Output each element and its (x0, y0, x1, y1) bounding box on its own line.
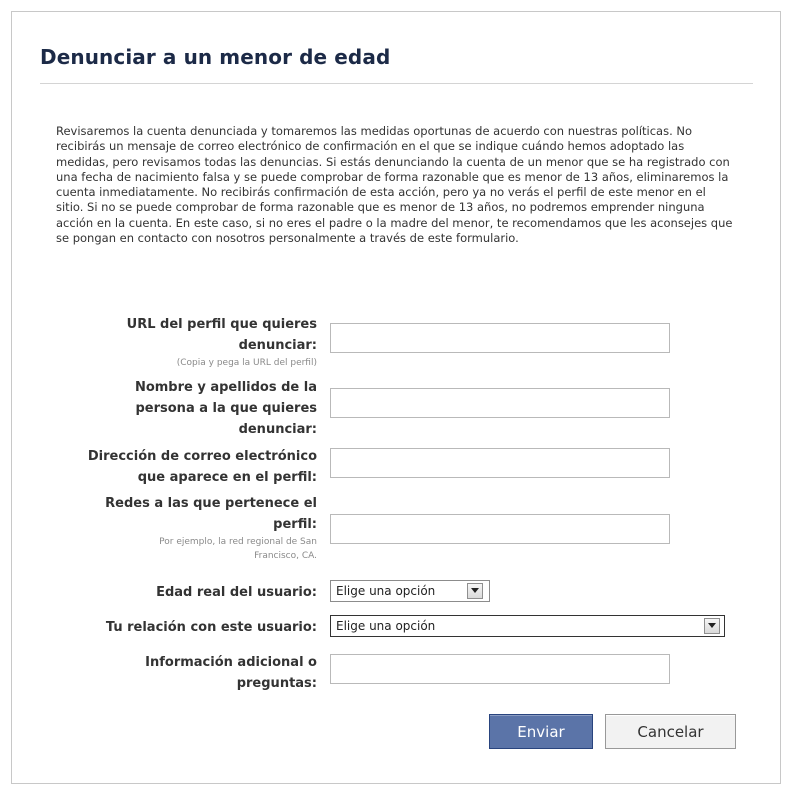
chevron-down-icon[interactable] (704, 618, 720, 634)
profile-url-label-line1: URL del perfil que quieres (126, 317, 317, 332)
full-name-input[interactable] (330, 388, 670, 418)
chevron-down-icon[interactable] (467, 583, 483, 599)
real-age-selected-value: Elige una opción (336, 584, 436, 598)
networks-input[interactable] (330, 514, 670, 544)
networks-hint-line1: Por ejemplo, la red regional de San (159, 537, 317, 547)
profile-url-input[interactable] (330, 323, 670, 353)
email-label-line2: que aparece en el perfil: (137, 470, 317, 485)
full-name-label-group (57, 377, 317, 440)
additional-info-label-group (57, 652, 317, 694)
profile-url-hint: (Copia y pega la URL del perfil) (176, 358, 317, 368)
profile-url-label-line2: denunciar: (238, 338, 317, 353)
submit-button[interactable]: Enviar (489, 714, 593, 749)
intro-text: Revisaremos la cuenta denunciada y tomaremos las medidas oportunas de acuerdo con nuestras políticas. No recibirás un mensaje de correo electrónico de confirmación en el que se indique cuándo hemos adoptado las medidas, pero revisamos todas las denuncias. Si estás denunciando la cuenta de un menor que se ha registrado con una fecha de nacimiento falsa y se puede comprobar de forma razonable que es menor de 13 años, eliminaremos la cuenta inmediatamente. No recibirás confirmación de esta acción, pero ya no verás el perfil de este menor en el sitio. Si no se puede comprobar de forma razonable que es menor de 13 años, no podremos emprender ninguna acción en la cuenta. En este caso, si no eres el padre o la madre del menor, te recomendamos que les aconsejes que se pongan en contacto con nosotros personalmente a través de este formulario. (56, 124, 733, 246)
networks-label-line1: Redes a las que pertenece el (105, 496, 317, 511)
additional-info-label-line1: Información adicional o (145, 655, 317, 670)
networks-label-line2: perfil: (273, 517, 317, 532)
email-label-group (57, 446, 317, 488)
networks-hint-line2: Francisco, CA. (254, 551, 317, 561)
relationship-selected-value: Elige una opción (336, 619, 436, 633)
title-divider (40, 83, 753, 84)
relationship-select[interactable] (330, 615, 725, 637)
full-name-label-line1: Nombre y apellidos de la (134, 380, 317, 395)
email-field[interactable] (330, 448, 670, 478)
dialog-title: Denunciar a un menor de edad (40, 45, 391, 69)
additional-info-input[interactable] (330, 654, 670, 684)
profile-url-label-group (57, 314, 317, 370)
real-age-label-group (57, 582, 317, 603)
networks-label-group (57, 493, 317, 563)
relationship-label: Tu relación con este usuario: (105, 620, 317, 635)
full-name-label-line2: persona a la que quieres (135, 401, 317, 416)
relationship-label-group (57, 617, 317, 638)
cancel-button[interactable]: Cancelar (605, 714, 736, 749)
report-dialog (11, 11, 781, 784)
full-name-label-line3: denunciar: (238, 422, 317, 437)
additional-info-label-line2: preguntas: (236, 676, 317, 691)
email-label-line1: Dirección de correo electrónico (87, 449, 317, 464)
real-age-label: Edad real del usuario: (156, 585, 317, 600)
real-age-select[interactable] (330, 580, 490, 602)
